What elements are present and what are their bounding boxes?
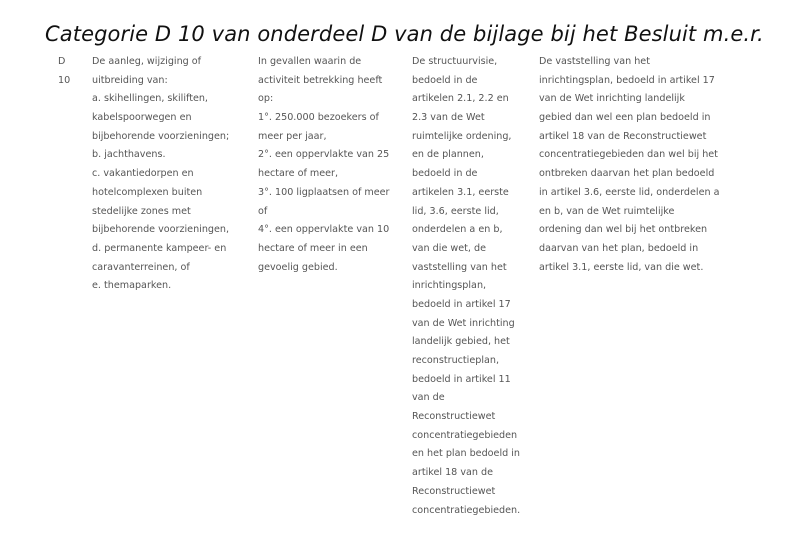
text-line: In gevallen waarin de xyxy=(258,56,362,67)
text-line: ontbreken daarvan het plan bedoeld xyxy=(539,168,715,180)
text-line: hectare of meer, xyxy=(258,168,339,180)
text-line: De structuurvisie, xyxy=(412,56,498,67)
text-line: reconstructieplan, xyxy=(412,355,500,366)
text-line: en de plannen, xyxy=(412,149,484,161)
text-line: artikel 18 van de xyxy=(412,467,494,479)
text-line: bedoeld in de xyxy=(412,168,478,180)
column-activities xyxy=(92,53,229,296)
text-line: 10 xyxy=(58,74,71,86)
text-line: 2°. een oppervlakte van 25 xyxy=(258,149,390,161)
text-line: d. permanente kampeer- en xyxy=(92,242,227,254)
text-line: ruimtelijke ordening, xyxy=(412,130,512,142)
text-line: Reconstructiewet xyxy=(412,485,496,497)
column-cases xyxy=(258,53,389,277)
text-line: gevoelig gebied. xyxy=(258,261,338,273)
text-line: van de Wet inrichting xyxy=(412,317,515,329)
text-line: a. skihellingen, skiliften, xyxy=(92,93,208,105)
text-line: inrichtingsplan, xyxy=(412,280,487,292)
text-line: artikel 3.1, eerste lid, van die wet. xyxy=(539,261,704,273)
text-line: 1°. 250.000 bezoekers of xyxy=(258,112,379,124)
text-line: artikelen 3.1, eerste xyxy=(412,186,509,198)
text-line: caravanterreinen, of xyxy=(92,261,190,273)
text-line: van de Wet inrichting landelijk xyxy=(539,93,685,105)
text-line: en het plan bedoeld in xyxy=(412,448,520,460)
text-line: inrichtingsplan, bedoeld in artikel 17 xyxy=(539,74,715,86)
text-line: landelijk gebied, het xyxy=(412,336,510,348)
text-line: of xyxy=(258,205,268,217)
text-line: concentratiegebieden. xyxy=(412,504,521,516)
text-line: kabelspoorwegen en xyxy=(92,112,192,124)
text-line: c. vakantiedorpen en xyxy=(92,168,194,180)
text-line: 3°. 100 ligplaatsen of meer xyxy=(258,186,390,198)
text-line: concentratiegebieden dan wel bij het xyxy=(539,149,718,161)
document-title: Categorie D 10 van onderdeel D van de bijlage bij het Besluit m.e.r. xyxy=(45,22,764,46)
text-line: De aanleg, wijziging of xyxy=(92,56,202,67)
text-line: artikel 18 van de Reconstructiewet xyxy=(539,130,707,142)
text-line: De vaststelling van het xyxy=(539,56,650,67)
text-line: in artikel 3.6, eerste lid, onderdelen a xyxy=(539,186,720,198)
text-line: bedoeld in artikel 17 xyxy=(412,298,511,310)
text-line: artikelen 2.1, 2.2 en xyxy=(412,93,509,105)
text-line: Reconstructiewet xyxy=(412,411,496,423)
text-line: uitbreiding van: xyxy=(92,74,168,86)
text-line: hectare of meer in een xyxy=(258,242,368,254)
text-line: activiteit betrekking heeft xyxy=(258,74,383,86)
text-line: hotelcomplexen buiten xyxy=(92,186,203,198)
column-category-code xyxy=(58,53,70,90)
text-line: ordening dan wel bij het ontbreken xyxy=(539,224,708,236)
text-line: bedoeld in de xyxy=(412,74,478,86)
text-line: D xyxy=(58,56,66,67)
text-line: stedelijke zones met xyxy=(92,205,191,217)
text-line: 2.3 van de Wet xyxy=(412,112,485,124)
text-line: e. themaparken. xyxy=(92,280,172,292)
column-decisions xyxy=(539,53,720,277)
text-line: 4°. een oppervlakte van 10 xyxy=(258,224,390,236)
text-line: b. jachthavens. xyxy=(92,149,166,161)
text-line: op: xyxy=(258,93,274,105)
text-line: onderdelen a en b, xyxy=(412,224,503,236)
column-plans xyxy=(412,53,520,520)
text-line: vaststelling van het xyxy=(412,261,507,273)
text-line: gebied dan wel een plan bedoeld in xyxy=(539,112,711,124)
text-line: bijbehorende voorzieningen; xyxy=(92,130,230,142)
text-line: meer per jaar, xyxy=(258,130,327,142)
text-line: lid, 3.6, eerste lid, xyxy=(412,205,499,217)
text-line: concentratiegebieden xyxy=(412,429,518,441)
text-line: en b, van de Wet ruimtelijke xyxy=(539,205,675,217)
text-line: bijbehorende voorzieningen, xyxy=(92,224,230,236)
text-line: van de xyxy=(412,392,445,404)
text-line: daarvan van het plan, bedoeld in xyxy=(539,242,699,254)
text-line: bedoeld in artikel 11 xyxy=(412,373,511,385)
text-line: van die wet, de xyxy=(412,242,486,254)
